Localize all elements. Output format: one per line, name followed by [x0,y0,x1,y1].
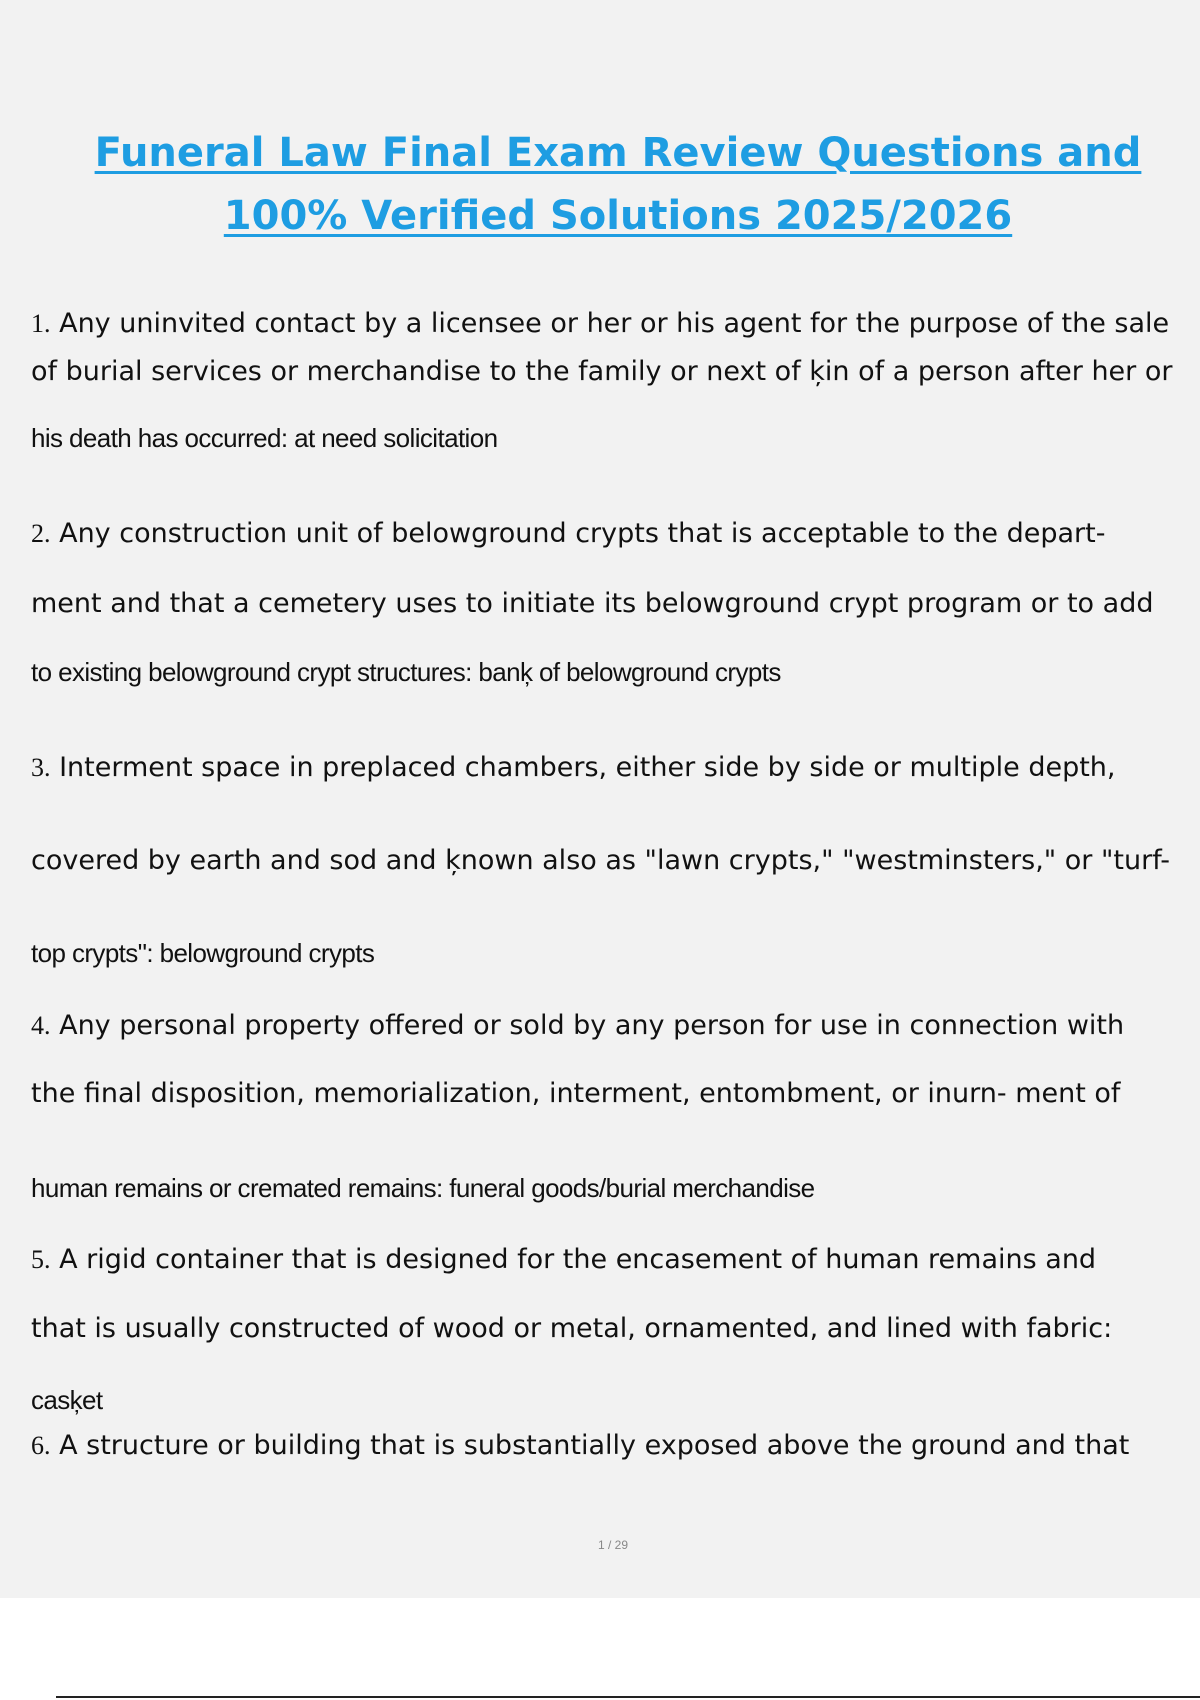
question-4-line-3: human remains or cremated remains: funeral goods/burial merchandise [31,1173,815,1203]
question-2-line-3: to existing belowground crypt structures: banķ of belowground crypts [31,657,781,687]
question-5-number: 5. [31,1245,51,1274]
question-2-number: 2. [31,519,51,548]
question-4-line-2: the final disposition, memorialization, interment, entombment, or inurn- ment of [31,1078,1121,1109]
question-4-line-1: 4. Any personal property offered or sold by any person for use in connection with [31,1010,1125,1041]
question-5-line-1: 5. A rigid container that is designed for the encasement of human remains and [31,1244,1097,1275]
next-page-divider [56,1696,1200,1698]
question-3-line-1: 3. Interment space in preplaced chambers, either side by side or multiple depth, [31,752,1116,783]
question-1-line-2: of burial services or merchandise to the family or next of ķin of a person after her or [31,356,1173,387]
question-5-line-3: casķet [31,1385,103,1415]
title-line-2: 100% Verified Solutions 2025/2026 [223,193,1013,239]
question-4-number: 4. [31,1011,51,1040]
question-3-line-2: covered by earth and sod and ķnown also as "lawn crypts," "westminsters," or "turf- [31,845,1170,876]
question-1-number: 1. [31,309,51,338]
question-3-line-3: top crypts": belowground crypts [31,938,375,968]
question-2-line-1: 2. Any construction unit of belowground crypts that is acceptable to the depart- [31,518,1106,549]
title-line-1: Funeral Law Final Exam Review Questions and [94,130,1142,176]
page-indicator: 1 / 29 [597,1538,629,1552]
question-6-number: 6. [31,1431,51,1460]
question-6-line-1: 6. A structure or building that is substantially exposed above the ground and that [31,1430,1130,1461]
question-1-line-1: 1. Any uninvited contact by a licensee or her or his agent for the purpose of the sale [31,308,1170,339]
document-title [0,122,1200,248]
question-5-line-2: that is usually constructed of wood or metal, ornamented, and lined with fabric: [31,1313,1113,1344]
question-1-line-3: his death has occurred: at need solicitation [31,423,498,453]
question-2-line-2: ment and that a cemetery uses to initiate its belowground crypt program or to add [31,588,1154,619]
question-3-number: 3. [31,753,51,782]
